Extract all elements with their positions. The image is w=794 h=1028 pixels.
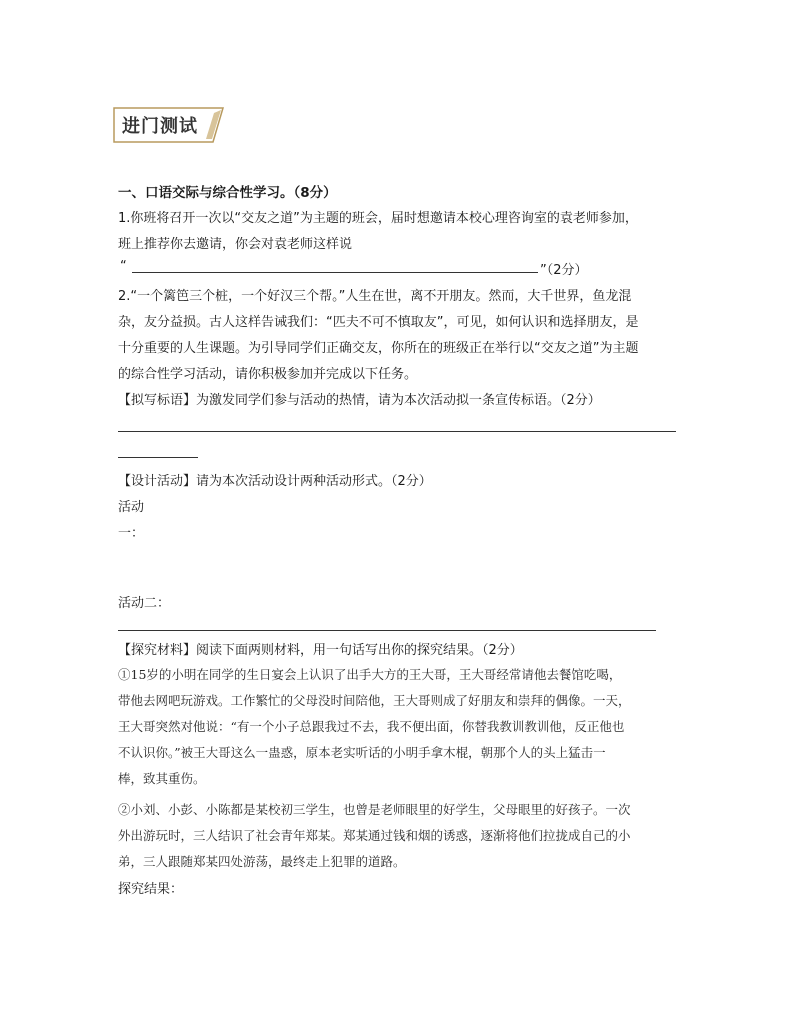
activity-1-label-b: 一： xyxy=(118,526,145,541)
slogan-answer-line[interactable] xyxy=(118,431,676,432)
material-1-line: 带他去网吧玩游戏。工作繁忙的父母没时间陪他，王大哥则成了好朋友和崇拜的偶像。一天， xyxy=(118,693,631,708)
result-label: 探究结果： xyxy=(118,882,184,897)
material-2-line: ②小刘、小彭、小陈都是某校初三学生，也曾是老师眼里的好学生，父母眼里的好孩子。一次 xyxy=(118,802,631,817)
q2-line-2: 杂，友分益损。古人这样告诫我们：“匹夫不可不慎取友”，可见，如何认识和选择朋友，是 xyxy=(118,315,639,330)
task-slogan: 【拟写标语】为激发同学们参与活动的热情，请为本次活动拟一条宣传标语。（2分） xyxy=(118,393,601,408)
q1-line-1: 1.你班将召开一次以“交友之道”为主题的班会，届时想邀请本校心理咨询室的袁老师参加， xyxy=(118,211,638,226)
material-1-line: 王大哥突然对他说：“有一个小子总跟我过不去，我不便出面，你替我教训教训他，反正他也 xyxy=(118,719,625,734)
activity-2-label: 活动二： xyxy=(118,596,171,611)
task-explore: 【探究材料】阅读下面两则材料，用一句话写出你的探究结果。（2分） xyxy=(118,643,523,658)
q2-line-1: 2.“一个篱笆三个桩，一个好汉三个帮。”人生在世，离不开朋友。然而，大千世界，鱼龙混 xyxy=(118,289,632,304)
material-1-line: ①15岁的小明在同学的生日宴会上认识了出手大方的王大哥，王大哥经常请他去餐馆吃喝， xyxy=(118,667,622,682)
q1-open-quote: “ xyxy=(120,259,127,274)
q1-answer-line[interactable] xyxy=(132,272,538,273)
material-2-line: 外出游玩时，三人结识了社会青年郑某。郑某通过钱和烟的诱惑，逐渐将他们拉拢成自己的小 xyxy=(118,828,631,843)
activity-1-label-a: 活动 xyxy=(118,500,145,515)
material-2-line: 弟，三人跟随郑某四处游荡，最终走上犯罪的道路。 xyxy=(118,854,406,869)
q1-score: ”（2分） xyxy=(540,263,588,278)
q2-line-3: 十分重要的人生课题。为引导同学们正确交友，你所在的班级正在举行以“交友之道”为主题 xyxy=(118,341,639,356)
task-design: 【设计活动】请为本次活动设计两种活动形式。（2分） xyxy=(118,474,432,489)
q1-line-2: 班上推荐你去邀请，你会对袁老师这样说 xyxy=(118,237,353,252)
material-1-line: 棒，致其重伤。 xyxy=(118,771,206,786)
section-title: 一、口语交际与综合性学习。（8分） xyxy=(118,185,337,201)
activity-answer-line[interactable] xyxy=(118,630,656,631)
section-heading-badge xyxy=(113,107,223,141)
q2-line-4: 的综合性学习活动，请你积极参加并完成以下任务。 xyxy=(118,367,418,382)
page-title: 进门测试 xyxy=(122,116,198,137)
slogan-answer-line-2[interactable] xyxy=(118,457,198,458)
material-1-line: 不认识你。”被王大哥这么一蛊惑，原本老实听话的小明手拿木棍，朝那个人的头上猛击一 xyxy=(118,745,606,760)
